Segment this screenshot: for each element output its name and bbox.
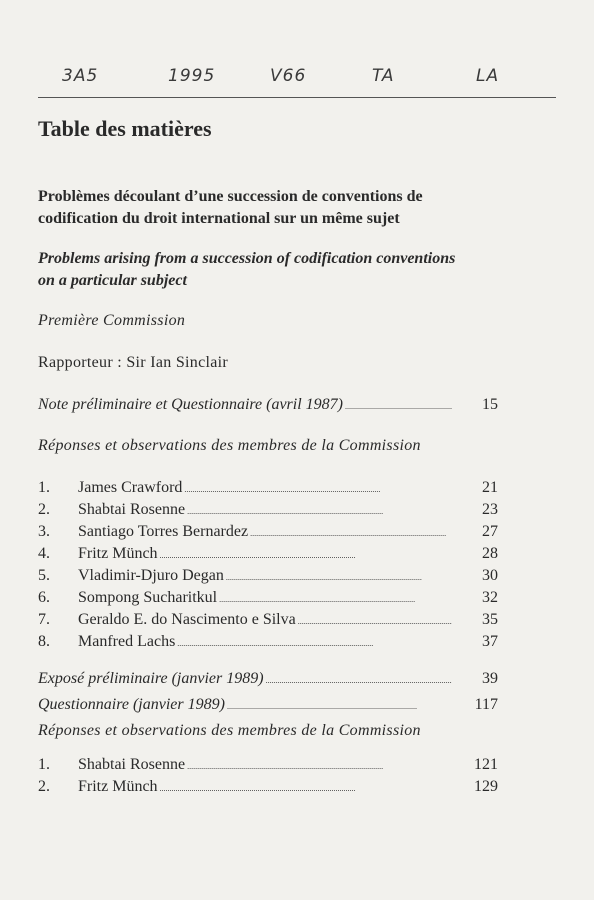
item-number: 6. (38, 589, 50, 606)
dot-leader (187, 501, 452, 519)
entry-label: Note préliminaire et Questionnaire (avril 1987) (38, 396, 343, 413)
page-number: 15 (482, 396, 498, 413)
item-name: Shabtai Rosenne (78, 756, 186, 773)
list-item[interactable] (38, 756, 498, 778)
list-item[interactable] (38, 523, 498, 545)
dot-leader (266, 670, 452, 688)
item-number: 2. (38, 778, 50, 795)
commission-label: Première Commission (38, 312, 186, 329)
dot-leader (227, 696, 452, 714)
toc-entry-expose[interactable] (38, 670, 498, 692)
item-number: 1. (38, 479, 50, 496)
entry-label: Questionnaire (janvier 1989) (38, 696, 225, 713)
toc-entry-note[interactable] (38, 396, 498, 418)
handwriting-4: TA (372, 66, 395, 86)
page-number: 28 (482, 545, 498, 562)
entry-label: Exposé préliminaire (janvier 1989) (38, 670, 264, 687)
subject-english: Problems arising from a succession of codification conventions on a particular subject (38, 250, 456, 289)
responses-list-2 (38, 756, 498, 800)
header-rule (38, 97, 556, 98)
handwriting-5: LA (476, 66, 500, 86)
page-number: 129 (474, 778, 498, 795)
list-item[interactable] (38, 545, 498, 567)
item-name: Santiago Torres Bernardez (78, 523, 249, 540)
item-name: Sompong Sucharitkul (78, 589, 218, 606)
dot-leader (160, 778, 452, 796)
handwriting-3: V66 (270, 66, 307, 86)
responses-list-1 (38, 479, 498, 655)
item-number: 5. (38, 567, 50, 584)
dot-leader (187, 756, 452, 774)
page-number: 35 (482, 611, 498, 628)
item-name: Manfred Lachs (78, 633, 176, 650)
item-number: 4. (38, 545, 50, 562)
page-number: 32 (482, 589, 498, 606)
page-number: 37 (482, 633, 498, 650)
page-number: 21 (482, 479, 498, 496)
list-item[interactable] (38, 567, 498, 589)
list-item[interactable] (38, 501, 498, 523)
page-number: 39 (482, 670, 498, 687)
dot-leader (219, 589, 452, 607)
list-item[interactable] (38, 589, 498, 611)
item-number: 7. (38, 611, 50, 628)
item-name: James Crawford (78, 479, 183, 496)
item-number: 2. (38, 501, 50, 518)
rapporteur-line: Rapporteur : Sir Ian Sinclair (38, 354, 228, 371)
handwriting-2: 1995 (168, 66, 216, 86)
item-name: Vladimir-Djuro Degan (78, 567, 224, 584)
list-item[interactable] (38, 633, 498, 655)
dot-leader (160, 545, 452, 563)
dot-leader (345, 396, 452, 414)
page-number: 27 (482, 523, 498, 540)
list-item[interactable] (38, 479, 498, 501)
page-number: 23 (482, 501, 498, 518)
item-name: Shabtai Rosenne (78, 501, 186, 518)
item-number: 8. (38, 633, 50, 650)
page-number: 30 (482, 567, 498, 584)
handwriting-1: 3A5 (62, 66, 99, 86)
item-name: Fritz Münch (78, 778, 158, 795)
page-title: Table des matières (38, 116, 212, 141)
list-item[interactable] (38, 778, 498, 800)
dot-leader (177, 633, 452, 651)
subject-french: Problèmes découlant d’une succession de conventions de codification du droit international sur un même sujet (38, 188, 423, 227)
responses-heading: Réponses et observations des membres de la Commission (38, 437, 421, 454)
dot-leader (250, 523, 452, 541)
dot-leader (226, 567, 452, 585)
dot-leader (184, 479, 452, 497)
list-item[interactable] (38, 611, 498, 633)
dot-leader (298, 611, 452, 629)
page-number: 117 (474, 696, 498, 713)
toc-entry-questionnaire[interactable] (38, 696, 498, 718)
responses-heading-2: Réponses et observations des membres de la Commission (38, 722, 421, 739)
item-name: Fritz Münch (78, 545, 158, 562)
item-number: 1. (38, 756, 50, 773)
page-number: 121 (474, 756, 498, 773)
item-number: 3. (38, 523, 50, 540)
item-name: Geraldo E. do Nascimento e Silva (78, 611, 296, 628)
